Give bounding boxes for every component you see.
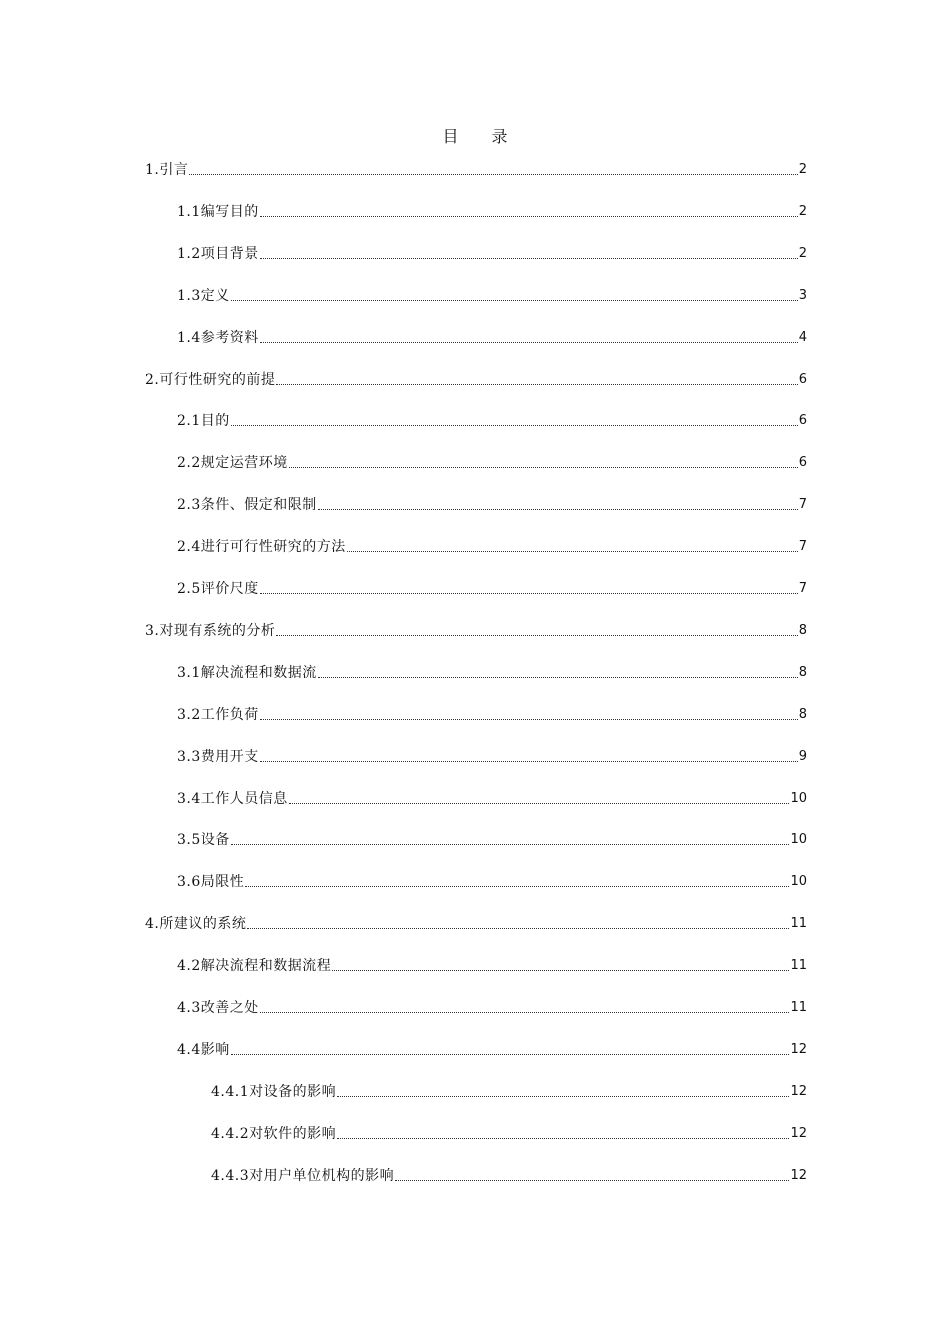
toc-entry-title: 4.3改善之处: [177, 1000, 259, 1016]
toc-page-number: 2: [798, 203, 807, 219]
toc-dot-leader: [260, 760, 798, 762]
toc-page-number: 6: [798, 455, 807, 471]
toc-dot-leader: [289, 466, 798, 468]
toc-title: 目 录: [442, 127, 522, 146]
toc-entry[interactable]: [145, 912, 807, 934]
toc-entry-title: 2.2规定运营环境: [177, 455, 288, 472]
toc-entry[interactable]: [177, 242, 807, 264]
toc-page-number: 11: [790, 916, 807, 932]
toc-entry-title: 1.4参考资料: [177, 329, 259, 346]
toc-page-number: 10: [790, 790, 807, 806]
toc-entry-title: 4.4.3对用户单位机构的影响: [211, 1167, 395, 1184]
toc-page-number: 6: [798, 413, 807, 429]
toc-dot-leader: [318, 676, 798, 678]
toc-dot-leader: [231, 424, 798, 426]
toc-page-number: 9: [798, 748, 807, 764]
toc-entry[interactable]: [177, 1038, 807, 1060]
toc-dot-leader: [332, 969, 789, 971]
toc-entry-title: 1.2项目背景: [177, 245, 259, 262]
toc-entry-title: 2.可行性研究的前提: [145, 371, 276, 388]
toc-dot-leader: [276, 634, 797, 636]
toc-entry-title: 1.引言: [145, 162, 189, 178]
toc-dot-leader: [231, 1053, 790, 1055]
toc-page-number: 8: [798, 622, 807, 638]
toc-dot-leader: [260, 215, 798, 217]
toc-entry[interactable]: [211, 1122, 807, 1144]
toc-entry[interactable]: [145, 619, 807, 641]
toc-dot-leader: [337, 1095, 789, 1097]
toc-dot-leader: [276, 383, 797, 385]
toc-dot-leader: [247, 927, 789, 929]
toc-entry[interactable]: [145, 158, 807, 180]
toc-entry-title: 3.2工作负荷: [177, 706, 259, 723]
toc-dot-leader: [318, 508, 798, 510]
toc-entry[interactable]: [211, 1080, 807, 1102]
toc-dot-leader: [260, 1011, 790, 1013]
toc-entry[interactable]: [177, 828, 807, 850]
toc-dot-leader: [260, 718, 798, 720]
toc-page-number: 11: [790, 1000, 807, 1015]
toc-page-number: 12: [790, 1167, 807, 1183]
toc-page-number: 12: [790, 1083, 807, 1099]
toc-entry-title: 3.3费用开支: [177, 748, 259, 765]
toc-dot-leader: [347, 550, 798, 552]
toc-page-number: 8: [798, 664, 807, 680]
toc-entry[interactable]: [177, 996, 807, 1018]
toc-entry[interactable]: [177, 954, 807, 976]
toc-entry[interactable]: [177, 284, 807, 306]
toc-page-number: 7: [798, 539, 807, 555]
toc-entry-title: 1.1编写目的: [177, 203, 259, 220]
toc-entry-title: 3.5设备: [177, 832, 230, 849]
toc-page-number: 2: [798, 162, 807, 177]
toc-dot-leader: [260, 257, 798, 259]
toc-entry-title: 3.4工作人员信息: [177, 790, 288, 807]
toc-entry[interactable]: [177, 535, 807, 557]
toc-page-number: 2: [798, 245, 807, 261]
toc-entry-title: 4.4.2对软件的影响: [211, 1125, 337, 1142]
toc-entry-title: 4.2解决流程和数据流程: [177, 958, 332, 975]
toc-page-number: 10: [790, 832, 807, 848]
toc-dot-leader: [260, 592, 798, 594]
toc-entry-title: 2.3条件、假定和限制: [177, 497, 317, 514]
toc-page-number: 10: [790, 874, 807, 890]
toc-page-number: 3: [798, 287, 807, 303]
toc-page-number: 8: [798, 706, 807, 722]
toc-entry-title: 3.对现有系统的分析: [145, 622, 276, 639]
toc-dot-leader: [337, 1137, 789, 1139]
toc-entry[interactable]: [177, 451, 807, 473]
toc-dot-leader: [231, 299, 798, 301]
toc-entry[interactable]: [177, 703, 807, 725]
toc-entry[interactable]: [177, 661, 807, 683]
toc-page-number: 11: [790, 958, 807, 974]
toc-dot-leader: [289, 802, 790, 804]
toc-entry-title: 4.所建议的系统: [145, 916, 247, 933]
toc-page-number: 12: [790, 1041, 807, 1057]
toc-entry[interactable]: [177, 200, 807, 222]
toc-entry[interactable]: [177, 870, 807, 892]
toc-page-number: 4: [798, 329, 807, 345]
toc-page-number: 7: [798, 581, 807, 596]
toc-page-number: 12: [790, 1125, 807, 1141]
toc-entry[interactable]: [211, 1164, 807, 1186]
toc-dot-leader: [189, 173, 797, 175]
toc-entry-title: 3.6局限性: [177, 874, 245, 891]
toc-entry-title: 1.3定义: [177, 287, 230, 304]
toc-entry[interactable]: [177, 493, 807, 515]
toc-dot-leader: [260, 341, 798, 343]
toc-entry[interactable]: [177, 326, 807, 348]
toc-entry-title: 2.4进行可行性研究的方法: [177, 539, 346, 556]
toc-page-number: 7: [798, 497, 807, 513]
toc-entry-title: 3.1解决流程和数据流: [177, 664, 317, 681]
toc-entry[interactable]: [177, 577, 807, 599]
toc-entry[interactable]: [177, 409, 807, 431]
toc-page-number: 6: [798, 371, 807, 387]
toc-entry-title: 2.1目的: [177, 413, 230, 430]
toc-entry[interactable]: [177, 745, 807, 767]
toc-entry-title: 2.5评价尺度: [177, 581, 259, 597]
toc-dot-leader: [245, 885, 789, 887]
toc-entry-title: 4.4.1对设备的影响: [211, 1083, 337, 1100]
toc-entry[interactable]: [145, 368, 807, 390]
toc-entry[interactable]: [177, 787, 807, 809]
toc-dot-leader: [231, 843, 790, 845]
toc-entry-title: 4.4影响: [177, 1041, 230, 1058]
toc-dot-leader: [395, 1179, 789, 1181]
